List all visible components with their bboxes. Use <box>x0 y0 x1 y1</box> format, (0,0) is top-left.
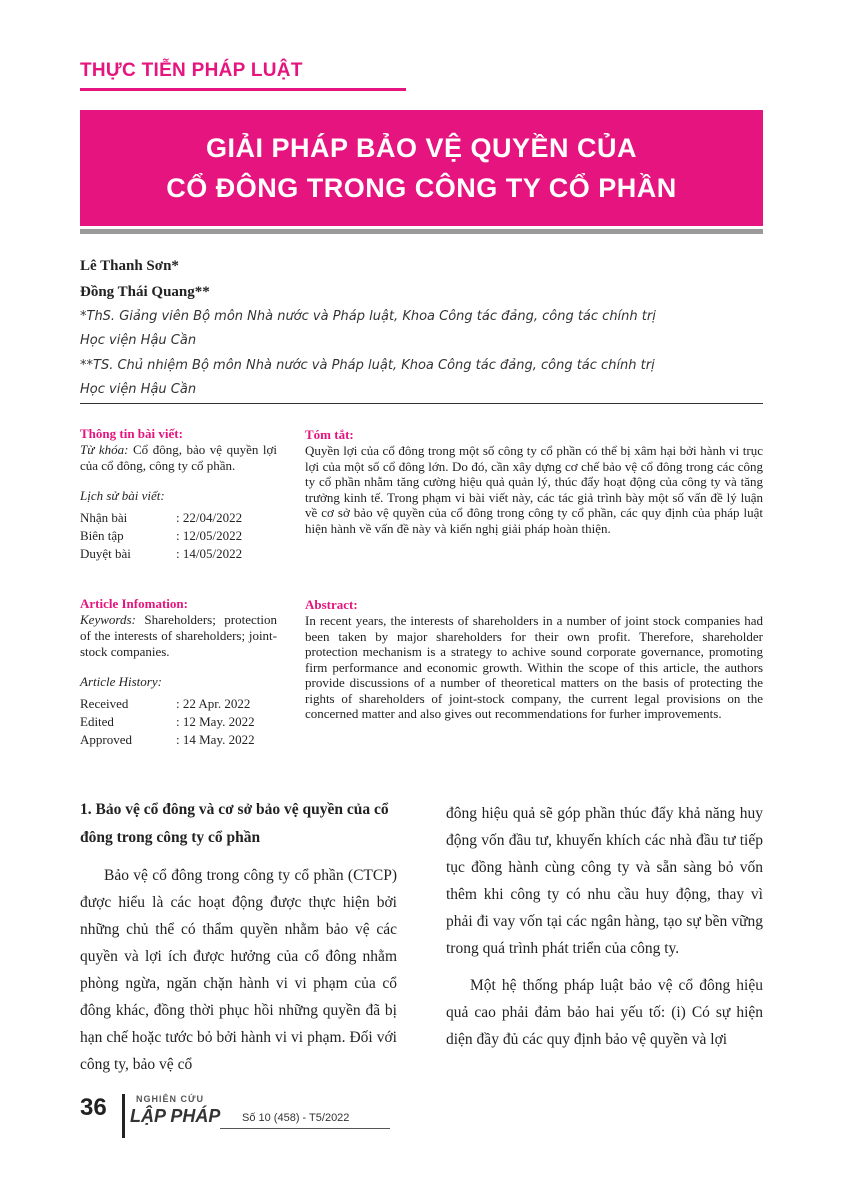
abstract-en <box>305 596 763 722</box>
history-vi-row-label: Nhận bài <box>80 510 128 525</box>
paragraph-2: Một hệ thống pháp luật bảo vệ cổ đông hiệu quả cao phải đảm bảo hai yếu tố: (i) Có sự hiện diện đầy đủ các quy định bảo vệ quyền và lợi <box>446 977 763 1048</box>
history-en-label: Article History: <box>80 674 162 689</box>
history-en-row <box>80 731 277 749</box>
history-vi-row <box>80 509 277 527</box>
keywords-vi-text: Cổ đông, bảo vệ quyền lợi của cổ đông, công ty cổ phần. <box>80 442 277 473</box>
issue-underline <box>220 1128 390 1129</box>
article-info-vi <box>80 426 277 563</box>
body-column-right <box>446 800 763 1053</box>
history-vi-row <box>80 545 277 563</box>
summary-vi-heading: Tóm tắt: <box>305 427 354 442</box>
title-line-1: GIẢI PHÁP BẢO VỆ QUYỀN CỦA <box>205 133 638 163</box>
footer-divider <box>122 1094 125 1138</box>
affiliation-rule <box>80 403 763 404</box>
article-info-en <box>80 596 277 749</box>
paragraph-1-continued: đông hiệu quả sẽ góp phần thúc đẩy khả năng huy động vốn đầu tư, khuyến khích các nhà đầu tư tiếp tục đồng hành cùng công ty và sẵn sàng bỏ vốn thêm khi công ty có nhu cầu huy động, thay vì phải đi vay vốn tại các ngân hàng, tạo sự bền vững trong quá trình phát triển của công ty. <box>446 805 763 957</box>
author-2: Đồng Thái Quang** <box>80 284 210 300</box>
section-rule <box>80 88 406 91</box>
title-line-2: CỔ ĐÔNG TRONG CÔNG TY CỔ PHẦN <box>166 173 677 203</box>
history-vi-row-label: Biên tập <box>80 528 124 543</box>
history-vi-row-value: : 22/04/2022 <box>176 510 243 525</box>
affiliation-1-line-1: *ThS. Giảng viên Bộ môn Nhà nước và Pháp luật, Khoa Công tác đảng, công tác chính trị <box>80 309 656 324</box>
title-underline <box>80 229 763 234</box>
section-label: THỰC TIỄN PHÁP LUẬT <box>80 60 303 81</box>
journal-logo-small: NGHIÊN CỨU <box>136 1094 204 1104</box>
affiliation-1 <box>80 305 763 353</box>
keywords-en-label: Keywords: <box>80 612 136 627</box>
history-vi-label: Lịch sử bài viết: <box>80 488 165 503</box>
paragraph-1: Bảo vệ cổ đông trong công ty cổ phần (CTCP) được hiểu là các hoạt động được thực hiện bởi những chủ thể có thẩm quyền nhằm bảo vệ các quyền và lợi ích được hưởng của cổ đông nhằm phòng ngừa, ngăn chặn hành vi vi phạm của cổ đông khác, đồng thời phục hồi những quyền đã bị hạn chế hoặc tước bỏ bởi hành vi vi phạm. Đối với công ty, bảo vệ cổ <box>80 867 397 1073</box>
abstract-en-text: In recent years, the interests of shareholders in a number of joint stock companies had been taken by major shareholders for their own profit. Therefore, shareholder protection mechanism is a strategy to achive sound corporate governance, promoting firm performance and economic growth. Within the scope of this article, the authors provide discussions of a number of theoretical matters on the basis of protecting the rights of shareholders of joint-stock company, the current legal provisions on the concerned matter and also gives out recommendations for furher improvements. <box>305 613 763 721</box>
title-banner <box>80 110 763 226</box>
history-en-row-value: : 12 May. 2022 <box>176 714 255 729</box>
issue-label: Số 10 (458) - T5/2022 <box>242 1112 350 1124</box>
history-en-row-value: : 14 May. 2022 <box>176 732 255 747</box>
history-en-row-value: : 22 Apr. 2022 <box>176 696 251 711</box>
keywords-vi-label: Từ khóa: <box>80 442 129 457</box>
article-info-en-heading: Article Infomation: <box>80 596 188 611</box>
history-en-row-label: Approved <box>80 732 132 747</box>
keywords-en <box>80 612 277 660</box>
author-1: Lê Thanh Sơn* <box>80 258 179 274</box>
history-vi-row-value: : 12/05/2022 <box>176 528 243 543</box>
history-en-row <box>80 713 277 731</box>
affiliation-2-line-2: Học viện Hậu Cần <box>80 382 197 397</box>
journal-logo: LẬP PHÁP <box>130 1106 221 1126</box>
keywords-vi <box>80 442 277 474</box>
section-heading: 1. Bảo vệ cổ đông và cơ sở bảo vệ quyền của cổ đông trong công ty cổ phần <box>80 801 389 846</box>
history-en-row-label: Edited <box>80 714 114 729</box>
page-number: 36 <box>80 1094 107 1121</box>
history-vi-row-value: : 14/05/2022 <box>176 546 243 561</box>
affiliation-2 <box>80 354 763 402</box>
history-en-row-label: Received <box>80 696 129 711</box>
article-info-vi-heading: Thông tin bài viết: <box>80 426 183 441</box>
history-vi-row <box>80 527 277 545</box>
history-vi-row-label: Duyệt bài <box>80 546 131 561</box>
affiliation-2-line-1: **TS. Chủ nhiệm Bộ môn Nhà nước và Pháp luật, Khoa Công tác đảng, công tác chính trị <box>80 358 655 373</box>
history-en-row <box>80 695 277 713</box>
body-column-left <box>80 796 397 1078</box>
keywords-en-text: Shareholders; protection of the interests of shareholders; joint-stock companies. <box>80 612 278 659</box>
summary-vi <box>305 426 763 536</box>
abstract-en-heading: Abstract: <box>305 597 358 612</box>
affiliation-1-line-2: Học viện Hậu Cần <box>80 333 197 348</box>
summary-vi-text: Quyền lợi của cổ đông trong một số công ty cổ phần có thể bị xâm hại bởi hành vi trục lợi của một số cổ đông lớn. Do đó, cần xây dựng cơ chế bảo vệ cổ đông trong các công ty cổ phần nhằm tăng cường hiệu quả quản lý, thúc đẩy hoạt động của công ty và tăng trưởng kinh tế. Trong phạm vi bài viết này, các tác giả trình bày một số vấn đề lý luận về cơ sở bảo vệ quyền của cổ đông trong công ty cổ phần, các quy định của pháp luật hiện hành về vấn đề này và kiến nghị giải pháp hoàn thiện. <box>305 443 763 536</box>
